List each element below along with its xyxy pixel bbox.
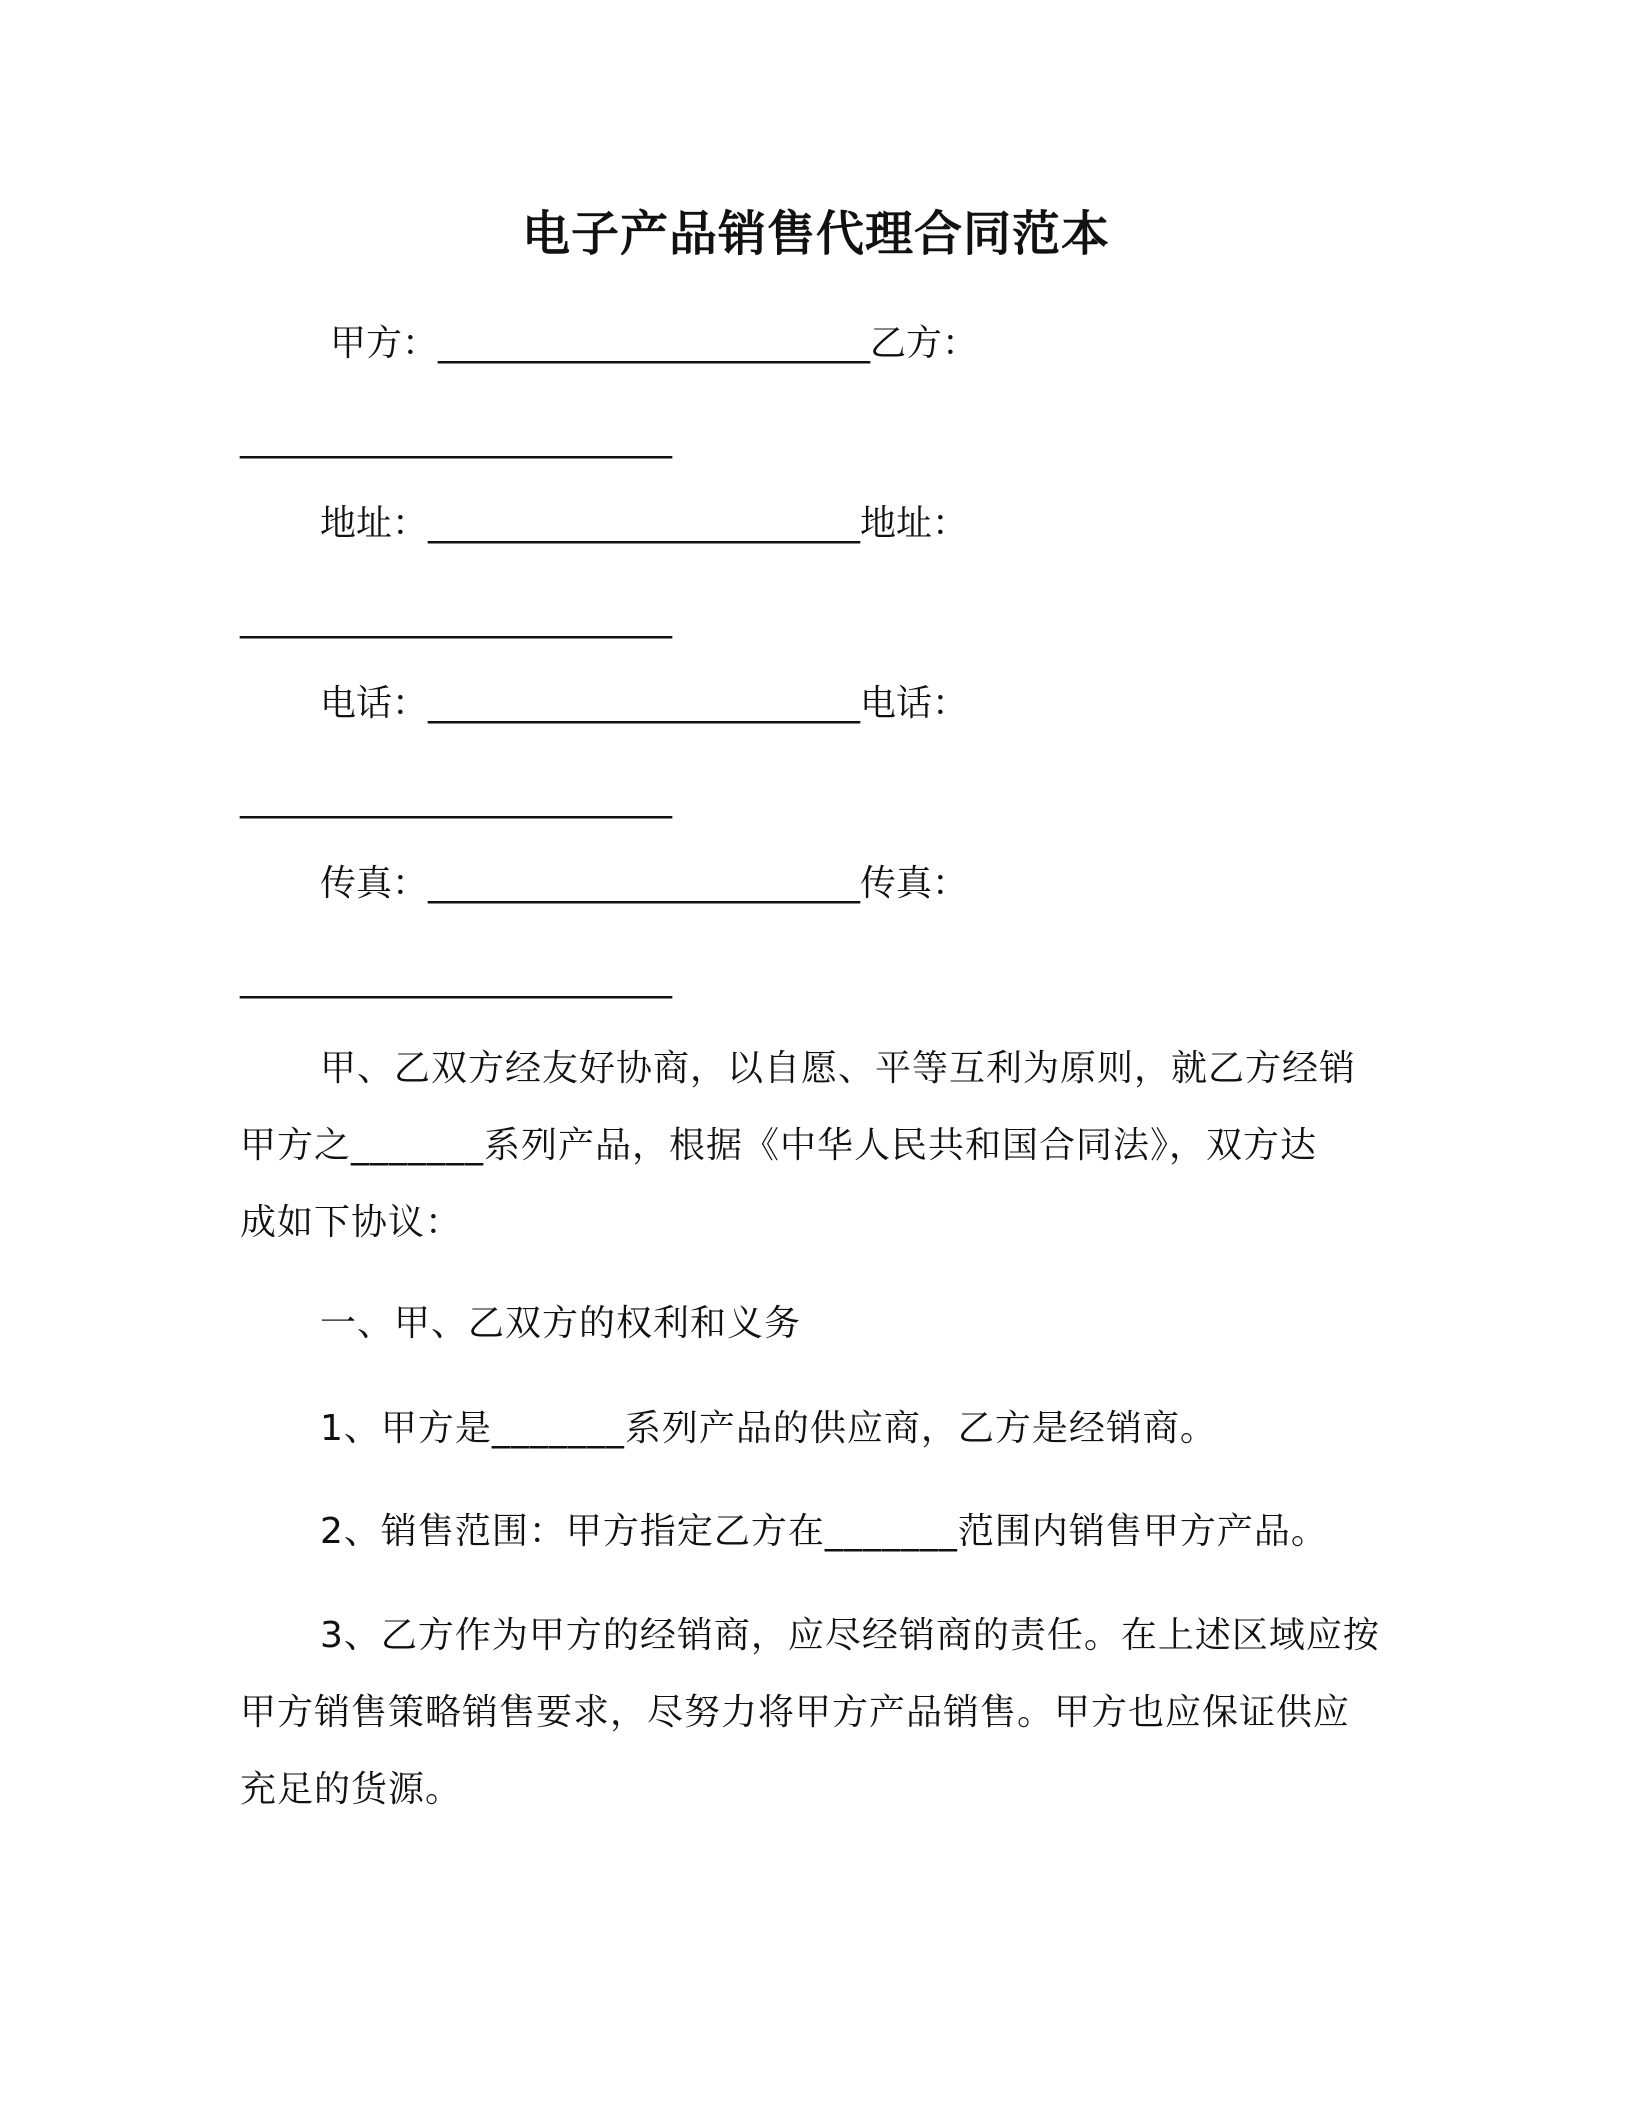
fax-row-continuation: ________________________ [240, 958, 672, 999]
address-row-continuation: ________________________ [240, 598, 672, 639]
clause-1: 1、甲方是_______系列产品的供应商，乙方是经销商。 [320, 1408, 1217, 1449]
clause-3-line-2: 甲方销售策略销售要求，尽努力将甲方产品销售。甲方也应保证供应 [240, 1692, 1351, 1733]
address-row-label: 地址：________________________地址： [320, 503, 969, 544]
party-row-continuation: ________________________ [240, 418, 672, 459]
phone-row-continuation: ________________________ [240, 778, 672, 819]
clause-2: 2、销售范围：甲方指定乙方在_______范围内销售甲方产品。 [320, 1511, 1328, 1552]
fax-row-label: 传真：________________________传真： [320, 863, 969, 904]
clause-3-line-3: 充足的货源。 [240, 1769, 463, 1810]
clause-3-line-1: 3、乙方作为甲方的经销商，应尽经销商的责任。在上述区域应按 [320, 1615, 1380, 1656]
section-heading: 一、甲、乙双方的权利和义务 [320, 1303, 802, 1344]
intro-line-1: 甲、乙双方经友好协商，以自愿、平等互利为原则，就乙方经销 [320, 1048, 1357, 1089]
intro-line-2: 甲方之_______系列产品，根据《中华人民共和国合同法》，双方达 [240, 1125, 1318, 1166]
document-title: 电子产品销售代理合同范本 [521, 206, 1110, 262]
party-row-label: 甲方：________________________乙方： [330, 323, 979, 364]
intro-line-3: 成如下协议： [240, 1202, 463, 1243]
phone-row-label: 电话：________________________电话： [320, 683, 969, 724]
